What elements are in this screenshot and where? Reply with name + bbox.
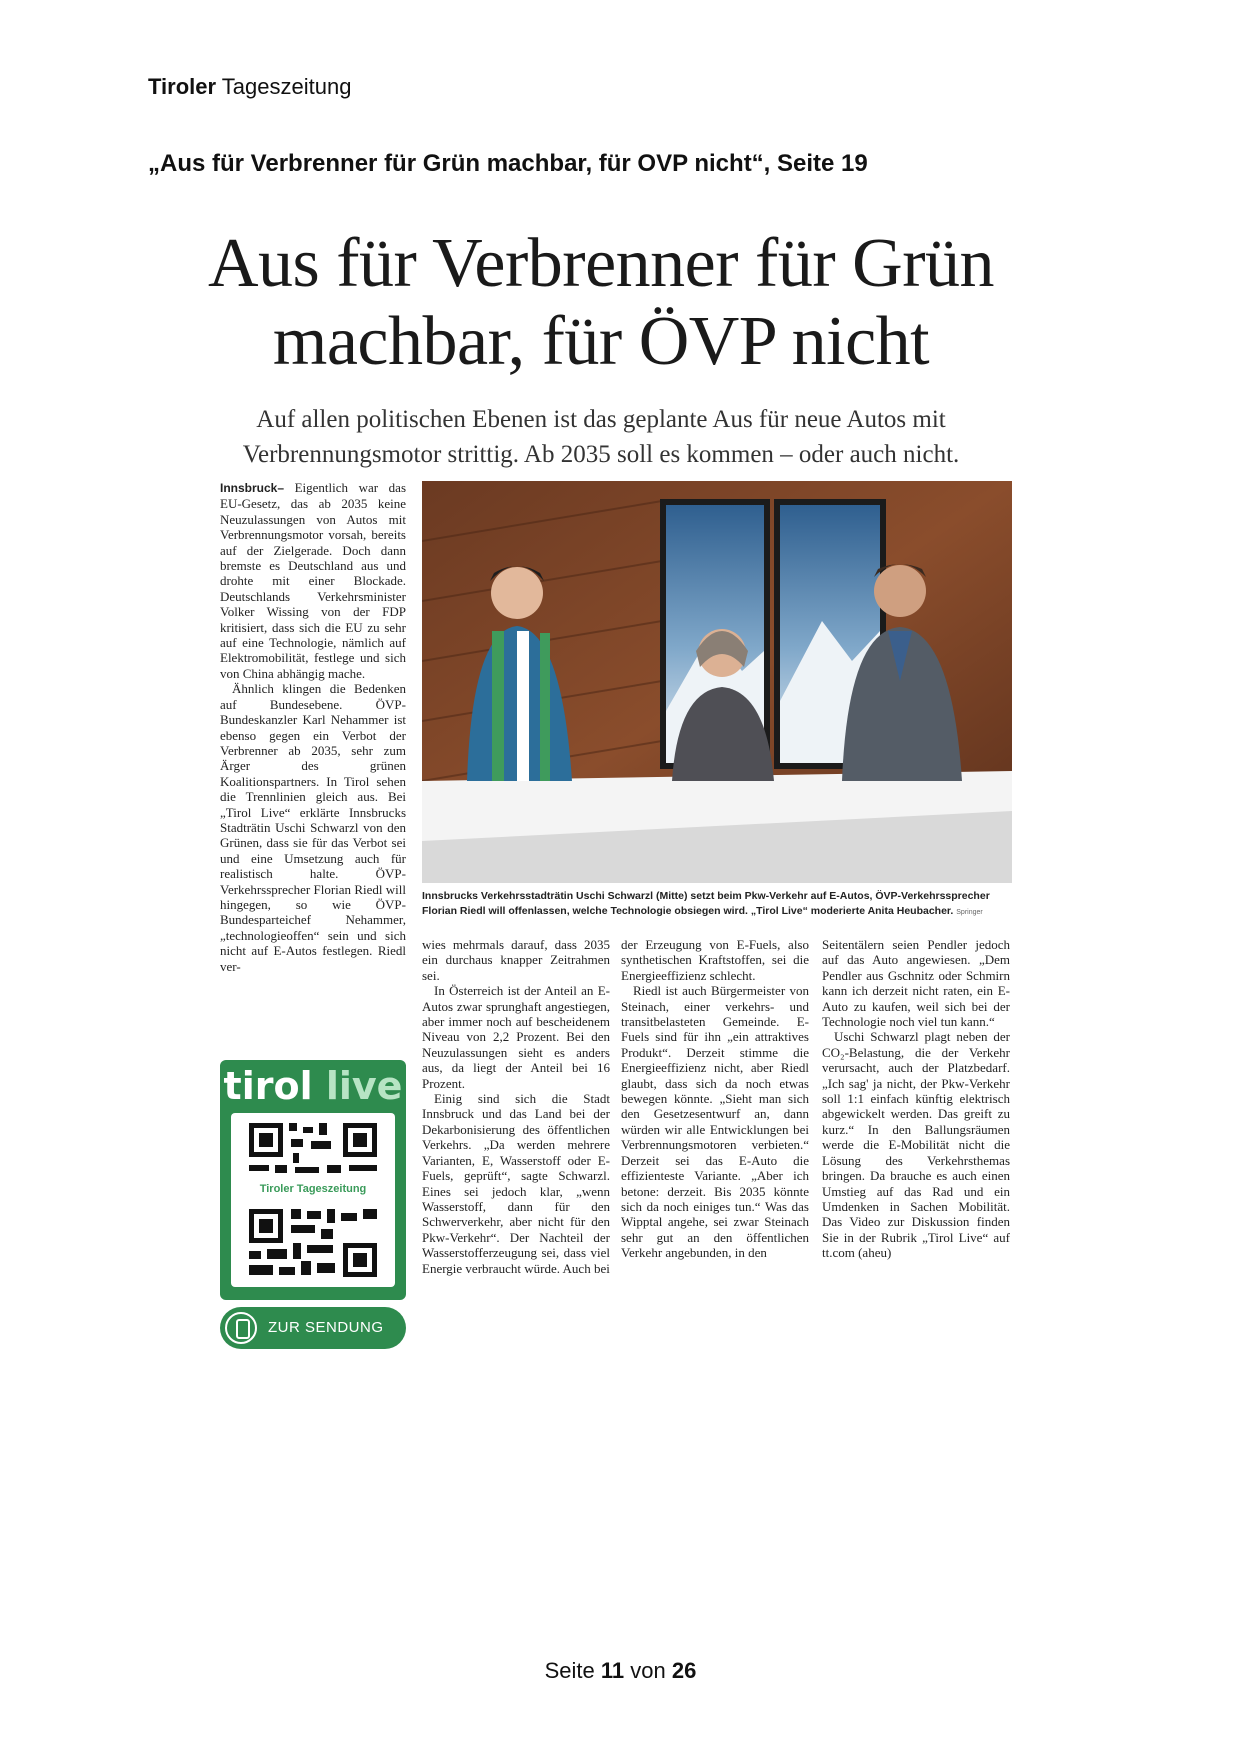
article-column-2 <box>422 937 610 1276</box>
page-number <box>0 1658 1241 1684</box>
promo-brand: Tiroler Tageszeitung <box>259 1183 367 1195</box>
dateline: Innsbruck– <box>220 481 285 495</box>
qr-code-graphic <box>231 1113 395 1287</box>
paragraph: Einig sind sich die Stadt Innsbruck und das Land bei der Dekarbonisierung des öffentlichen Verkehrs. „Da werden mehrere Varianten, E, Wasserstoff oder E-Fuels, geprüft“, sagte Schwarzl. Eines sei jedoch klar, „wenn Wasserstoff, dann für den Schwerverkehr, aber nicht für den Pkw-Verkehr“. Der Nachteil der Wasserstofferzeugung sei, dass viel Energie verbraucht würde. Auch bei <box>422 1091 610 1276</box>
subhead-line-1: Auf allen politischen Ebenen ist das geplante Aus für neue Autos mit <box>256 406 946 433</box>
paragraph: Seitentälern seien Pendler jedoch auf das Auto angewiesen. „Dem Pendler aus Gschnitz oder Schmirn kann ich derzeit nicht raten, ein E-Auto zu kaufen, weil sich bei der Technologie noch viel tun kann.“ <box>822 937 1010 1030</box>
promo-title-b: live <box>325 1064 403 1108</box>
zur-sendung-label: ZUR SENDUNG <box>268 1319 384 1336</box>
article-column-1 <box>220 480 406 974</box>
paragraph: In Österreich ist der Anteil an E-Autos zwar sprunghaft angestiegen, aber immer noch auf bescheidenem Niveau von 2,2 Prozent. Bei den Neuzulassungen sieht es anders aus, da liegt der Anteil bei 16 Prozent. <box>422 983 610 1091</box>
paragraph <box>220 480 406 681</box>
page-label-pre: Seite <box>544 1658 595 1683</box>
article-column-4 <box>822 937 1010 1261</box>
document-title: „Aus für Verbrenner für Grün machbar, für OVP nicht“, Seite 19 <box>148 150 868 177</box>
paragraph: Ähnlich klingen die Bedenken auf Bundesebene. ÖVP-Bundeskanzler Karl Nehammer ist ebenso gegen ein Verbot der Verbrenner ab 2035, sehr zum Ärger des grünen Koalitionspartners. In Tirol sehen die Trennlinien gleich aus. Bei „Tirol Live“ erklärte Innsbrucks Stadträtin Uschi Schwarzl von den Grünen, dass sie für das Verbot sei und eine Umsetzung auch für realistisch halte. ÖVP-Verkehrssprecher Florian Riedl will hingegen, so wie ÖVP-Bundesparteichef Nehammer, „technologieoffen“ sein und sich nicht auf E-Autos festlegen. Riedl ver- <box>220 681 406 974</box>
paragraph: der Erzeugung von E-Fuels, also synthetischen Kraftstoffen, sei die Energieeffizienz schlecht. <box>621 937 809 983</box>
article-subhead <box>186 402 1016 472</box>
caption-text: Innsbrucks Verkehrsstadträtin Uschi Schwarzl (Mitte) setzt beim Pkw-Verkehr auf E-Autos, ÖVP-Verkehrssprecher Florian Riedl will offenlassen, welche Technologie obsiegen wird. „Tirol Live“ moderierte Anita Heubacher. <box>422 890 990 917</box>
source-bold: Tiroler <box>148 74 217 99</box>
article-column-3 <box>621 937 809 1261</box>
newspaper-source <box>148 74 351 100</box>
tv-studio-photo <box>422 481 1012 883</box>
page-total: 26 <box>671 1658 697 1683</box>
paragraph: Riedl ist auch Bürgermeister von Steinach, einer verkehrs- und transitbelasteten Gemeinde. E-Fuels sind für ihn „ein attraktives Produkt“. Derzeit stimme die Energieeffizienz nicht, aber Riedl glaubt, dass sich da noch etwas bewegen könnte. „Sieht man sich den Gesetzesentwurf an, dann würden wir alle Entwicklungen bei Verbrennungsmotoren verbieten.“ Derzeit sei das E-Auto die effizienteste Variante. „Aber ich betone: derzeit. Bis 2035 könnte sich da noch einiges tun.“ Was das Wipptal angehe, sei zwar Steinach sehr gut an den öffentlichen Verkehr angebunden, in den <box>621 983 809 1261</box>
source-rest: Tageszeitung <box>221 74 352 99</box>
promo-title-a: tirol <box>223 1064 313 1108</box>
headline-line-1: Aus für Verbrenner für Grün <box>207 225 995 302</box>
promo-title <box>220 1060 406 1112</box>
article-headline <box>186 225 1016 381</box>
qr-code[interactable] <box>231 1113 395 1287</box>
photo-credit: Springer <box>956 909 983 916</box>
tirol-live-promo <box>220 1060 406 1300</box>
zur-sendung-button[interactable] <box>220 1307 406 1349</box>
photo-caption <box>422 889 1012 920</box>
subhead-line-2: Verbrennungsmotor strittig. Ab 2035 soll es kommen – oder auch nicht. <box>242 441 960 468</box>
page-label-mid: von <box>630 1658 666 1683</box>
headline-line-2: machbar, für ÖVP nicht <box>272 303 930 380</box>
page-current: 11 <box>600 1658 625 1683</box>
smartphone-icon <box>225 1312 257 1344</box>
paragraph: Uschi Schwarzl plagt neben der CO₂-Belastung, die der Verkehr verursacht, auch der Platzbedarf. „Ich sag' ja nicht, der Pkw-Verkehr soll 1:1 einfach künftig elektrisch abgewickelt werden. Das greift zu kurz.“ In den Ballungsräumen werde die E-Mobilität nicht die Lösung des Verkehrsthemas bringen. Da brauche es auch einen Umstieg auf das Rad und ein Umdenken in Sachen Mobilität. Das Video zur Diskussion finden Sie in der Rubrik „Tirol Live“ auf tt.com (aheu) <box>822 1029 1010 1261</box>
article-photo <box>422 481 1012 883</box>
paragraph: wies mehrmals darauf, dass 2035 ein durchaus knapper Zeitrahmen sei. <box>422 937 610 983</box>
newspaper-clipping <box>186 225 1016 1350</box>
paragraph-text: Eigentlich war das EU-Gesetz, das ab 2035 keine Neuzulassungen von Autos mit Verbrennungsmotor vorsah, bereits auf der Zielgerade. Doch dann bremste es Deutschland aus und drohte mit einer Blockade. Deutschlands Verkehrsminister Volker Wissing von der FDP kritisiert, dass sich die EU zu sehr auf eine Technologie, nämlich auf Elektromobilität, festlege und sich von China abhängig mache. <box>220 480 406 681</box>
